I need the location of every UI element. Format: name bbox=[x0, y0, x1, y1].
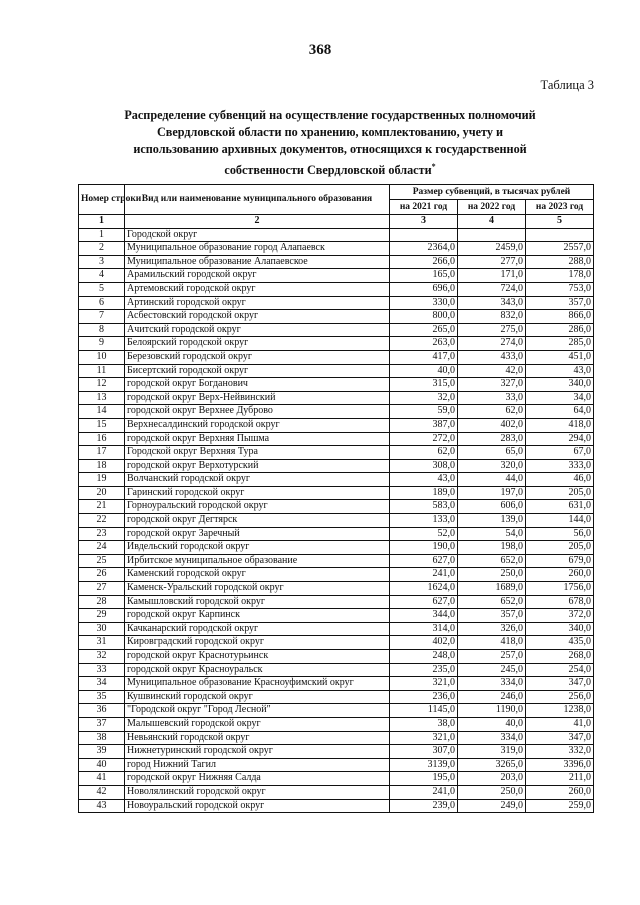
amount-2021-cell: 1624,0 bbox=[390, 582, 458, 596]
amount-2023-cell: 679,0 bbox=[526, 554, 594, 568]
amount-2022-cell: 250,0 bbox=[458, 785, 526, 799]
header-municipality-name: Вид или наименование муниципального образования bbox=[125, 185, 390, 215]
amount-2023-cell: 333,0 bbox=[526, 459, 594, 473]
municipality-name-cell: Муниципальное образование город Алапаевск bbox=[125, 242, 390, 256]
amount-2021-cell: 2364,0 bbox=[390, 242, 458, 256]
row-number-cell: 4 bbox=[79, 269, 125, 283]
table-row bbox=[79, 717, 594, 731]
amount-2022-cell: 606,0 bbox=[458, 500, 526, 514]
table-body bbox=[79, 228, 594, 813]
row-number-cell: 43 bbox=[79, 799, 125, 813]
amount-2022-cell: 418,0 bbox=[458, 636, 526, 650]
municipality-name-cell: городской округ Краснотурьинск bbox=[125, 650, 390, 664]
municipality-name-cell: Арамильский городской округ bbox=[125, 269, 390, 283]
document-title bbox=[120, 107, 540, 179]
municipality-name-cell: Ивдельский городской округ bbox=[125, 541, 390, 555]
amount-2023-cell: 46,0 bbox=[526, 473, 594, 487]
amount-2022-cell: 33,0 bbox=[458, 391, 526, 405]
title-footnote-mark: * bbox=[431, 162, 436, 171]
row-number-cell: 36 bbox=[79, 704, 125, 718]
amount-2021-cell: 696,0 bbox=[390, 282, 458, 296]
table-row bbox=[79, 364, 594, 378]
amount-2022-cell: 724,0 bbox=[458, 282, 526, 296]
amount-2023-cell: 56,0 bbox=[526, 527, 594, 541]
header-year-2021: на 2021 год bbox=[390, 200, 458, 215]
page-number: 368 bbox=[308, 42, 332, 58]
municipality-name-cell: городской округ Верх-Нейвинский bbox=[125, 391, 390, 405]
table-row bbox=[79, 663, 594, 677]
table-row bbox=[79, 323, 594, 337]
amount-2022-cell: 652,0 bbox=[458, 554, 526, 568]
municipality-name-cell: городской округ Карпинск bbox=[125, 609, 390, 623]
amount-2021-cell: 800,0 bbox=[390, 310, 458, 324]
amount-2022-cell: 42,0 bbox=[458, 364, 526, 378]
municipality-name-cell: Новолялинский городской округ bbox=[125, 785, 390, 799]
row-number-cell: 14 bbox=[79, 405, 125, 419]
table-row bbox=[79, 731, 594, 745]
amount-2023-cell: 678,0 bbox=[526, 595, 594, 609]
amount-2022-cell: 1689,0 bbox=[458, 582, 526, 596]
amount-2023-cell: 294,0 bbox=[526, 432, 594, 446]
header-row-number: Номер строки bbox=[79, 185, 125, 215]
municipality-name-cell: городской округ Нижняя Салда bbox=[125, 772, 390, 786]
amount-2022-cell: 277,0 bbox=[458, 255, 526, 269]
municipality-name-cell: городской округ Верхотурский bbox=[125, 459, 390, 473]
amount-2023-cell: 1238,0 bbox=[526, 704, 594, 718]
amount-2021-cell: 321,0 bbox=[390, 731, 458, 745]
municipality-name-cell: городской округ Богданович bbox=[125, 378, 390, 392]
amount-2023-cell: 254,0 bbox=[526, 663, 594, 677]
table-row bbox=[79, 486, 594, 500]
amount-2022-cell: 203,0 bbox=[458, 772, 526, 786]
row-number-cell: 31 bbox=[79, 636, 125, 650]
table-label: Таблица 3 bbox=[540, 78, 594, 92]
amount-2023-cell: 347,0 bbox=[526, 731, 594, 745]
table-row bbox=[79, 405, 594, 419]
amount-2022-cell: 327,0 bbox=[458, 378, 526, 392]
amount-2023-cell: 332,0 bbox=[526, 745, 594, 759]
municipality-name-cell: Муниципальное образование Красноуфимский округ bbox=[125, 677, 390, 691]
municipality-name-cell: Асбестовский городской округ bbox=[125, 310, 390, 324]
amount-2022-cell: 249,0 bbox=[458, 799, 526, 813]
row-number-cell: 25 bbox=[79, 554, 125, 568]
row-number-cell: 1 bbox=[79, 228, 125, 242]
table-row bbox=[79, 541, 594, 555]
municipality-name-cell: Качканарский городской округ bbox=[125, 622, 390, 636]
row-number-cell: 40 bbox=[79, 758, 125, 772]
amount-2023-cell: 347,0 bbox=[526, 677, 594, 691]
table-row bbox=[79, 785, 594, 799]
municipality-name-cell: Муниципальное образование Алапаевское bbox=[125, 255, 390, 269]
table-row bbox=[79, 704, 594, 718]
amount-2023-cell: 866,0 bbox=[526, 310, 594, 324]
municipality-name-cell: Камышловский городской округ bbox=[125, 595, 390, 609]
amount-2022-cell: 139,0 bbox=[458, 514, 526, 528]
municipality-name-cell: Бисертский городской округ bbox=[125, 364, 390, 378]
amount-2022-cell: 2459,0 bbox=[458, 242, 526, 256]
municipality-name-cell: Новоуральский городской округ bbox=[125, 799, 390, 813]
amount-2021-cell: 43,0 bbox=[390, 473, 458, 487]
amount-2023-cell: 43,0 bbox=[526, 364, 594, 378]
amount-2021-cell: 239,0 bbox=[390, 799, 458, 813]
municipality-name-cell: городской округ Заречный bbox=[125, 527, 390, 541]
row-number-cell: 16 bbox=[79, 432, 125, 446]
amount-2022-cell: 319,0 bbox=[458, 745, 526, 759]
row-number-cell: 17 bbox=[79, 446, 125, 460]
amount-2023-cell: 1756,0 bbox=[526, 582, 594, 596]
amount-2022-cell: 283,0 bbox=[458, 432, 526, 446]
amount-2021-cell: 321,0 bbox=[390, 677, 458, 691]
amount-2022-cell: 274,0 bbox=[458, 337, 526, 351]
title-text: Распределение субвенций на осуществление государственных полномочий Свердловской области по хранению, комплектованию, учету и использованию архивных документов, относящихся к государственной собственности Свердловской области bbox=[124, 108, 536, 178]
amount-2022-cell: 198,0 bbox=[458, 541, 526, 555]
amount-2022-cell: 245,0 bbox=[458, 663, 526, 677]
table-row bbox=[79, 554, 594, 568]
row-number-cell: 23 bbox=[79, 527, 125, 541]
amount-2021-cell: 236,0 bbox=[390, 690, 458, 704]
amount-2021-cell: 241,0 bbox=[390, 568, 458, 582]
table-row bbox=[79, 310, 594, 324]
table-row bbox=[79, 378, 594, 392]
amount-2022-cell: 433,0 bbox=[458, 350, 526, 364]
municipality-name-cell: "Городской округ "Город Лесной" bbox=[125, 704, 390, 718]
amount-2022-cell: 652,0 bbox=[458, 595, 526, 609]
amount-2022-cell: 357,0 bbox=[458, 609, 526, 623]
amount-2023-cell: 340,0 bbox=[526, 378, 594, 392]
amount-2022-cell: 1190,0 bbox=[458, 704, 526, 718]
amount-2021-cell: 133,0 bbox=[390, 514, 458, 528]
amount-2021-cell: 266,0 bbox=[390, 255, 458, 269]
table-row bbox=[79, 500, 594, 514]
table-row bbox=[79, 609, 594, 623]
row-number-cell: 37 bbox=[79, 717, 125, 731]
amount-2023-cell: 205,0 bbox=[526, 541, 594, 555]
amount-2022-cell: 250,0 bbox=[458, 568, 526, 582]
amount-2023-cell: 178,0 bbox=[526, 269, 594, 283]
amount-2023-cell: 211,0 bbox=[526, 772, 594, 786]
amount-2021-cell: 308,0 bbox=[390, 459, 458, 473]
row-number-cell: 35 bbox=[79, 690, 125, 704]
amount-2022-cell: 343,0 bbox=[458, 296, 526, 310]
amount-2023-cell: 260,0 bbox=[526, 568, 594, 582]
municipality-name-cell: Артемовский городской округ bbox=[125, 282, 390, 296]
amount-2021-cell: 272,0 bbox=[390, 432, 458, 446]
row-number-cell: 11 bbox=[79, 364, 125, 378]
column-index: 2 bbox=[125, 215, 390, 229]
amount-2023-cell: 41,0 bbox=[526, 717, 594, 731]
municipality-name-cell: Каменский городской округ bbox=[125, 568, 390, 582]
amount-2022-cell bbox=[458, 228, 526, 242]
amount-2021-cell: 235,0 bbox=[390, 663, 458, 677]
column-index: 1 bbox=[79, 215, 125, 229]
table-row bbox=[79, 473, 594, 487]
amount-2021-cell: 387,0 bbox=[390, 418, 458, 432]
row-number-cell: 30 bbox=[79, 622, 125, 636]
table-row bbox=[79, 269, 594, 283]
table-row bbox=[79, 745, 594, 759]
table-row bbox=[79, 446, 594, 460]
municipality-name-cell: Нижнетуринский городской округ bbox=[125, 745, 390, 759]
table-row bbox=[79, 582, 594, 596]
row-number-cell: 18 bbox=[79, 459, 125, 473]
row-number-cell: 29 bbox=[79, 609, 125, 623]
amount-2023-cell: 435,0 bbox=[526, 636, 594, 650]
amount-2021-cell: 627,0 bbox=[390, 595, 458, 609]
header-year-2023: на 2023 год bbox=[526, 200, 594, 215]
table-row bbox=[79, 568, 594, 582]
header-subsidy-amount: Размер субвенций, в тысячах рублей bbox=[390, 185, 594, 200]
amount-2023-cell: 753,0 bbox=[526, 282, 594, 296]
row-number-cell: 13 bbox=[79, 391, 125, 405]
table-row bbox=[79, 690, 594, 704]
amount-2023-cell: 2557,0 bbox=[526, 242, 594, 256]
municipality-name-cell: Горноуральский городской округ bbox=[125, 500, 390, 514]
amount-2021-cell: 344,0 bbox=[390, 609, 458, 623]
row-number-cell: 6 bbox=[79, 296, 125, 310]
table-row bbox=[79, 527, 594, 541]
amount-2023-cell: 285,0 bbox=[526, 337, 594, 351]
amount-2021-cell: 417,0 bbox=[390, 350, 458, 364]
row-number-cell: 28 bbox=[79, 595, 125, 609]
amount-2022-cell: 326,0 bbox=[458, 622, 526, 636]
amount-2021-cell: 195,0 bbox=[390, 772, 458, 786]
amount-2022-cell: 44,0 bbox=[458, 473, 526, 487]
table-row bbox=[79, 595, 594, 609]
municipality-name-cell: Городской округ bbox=[125, 228, 390, 242]
amount-2021-cell: 307,0 bbox=[390, 745, 458, 759]
table-column-index-row bbox=[79, 215, 594, 229]
amount-2021-cell: 241,0 bbox=[390, 785, 458, 799]
amount-2022-cell: 3265,0 bbox=[458, 758, 526, 772]
amount-2021-cell: 627,0 bbox=[390, 554, 458, 568]
municipality-name-cell: городской округ Красноуральск bbox=[125, 663, 390, 677]
amount-2021-cell: 330,0 bbox=[390, 296, 458, 310]
municipality-name-cell: городской округ Верхняя Пышма bbox=[125, 432, 390, 446]
amount-2021-cell: 59,0 bbox=[390, 405, 458, 419]
table-row bbox=[79, 432, 594, 446]
amount-2023-cell: 286,0 bbox=[526, 323, 594, 337]
amount-2021-cell: 315,0 bbox=[390, 378, 458, 392]
row-number-cell: 39 bbox=[79, 745, 125, 759]
amount-2021-cell: 263,0 bbox=[390, 337, 458, 351]
amount-2022-cell: 275,0 bbox=[458, 323, 526, 337]
table-row bbox=[79, 337, 594, 351]
row-number-cell: 32 bbox=[79, 650, 125, 664]
amount-2021-cell: 40,0 bbox=[390, 364, 458, 378]
table-row bbox=[79, 282, 594, 296]
table-row bbox=[79, 391, 594, 405]
amount-2021-cell: 583,0 bbox=[390, 500, 458, 514]
table-row bbox=[79, 772, 594, 786]
column-index: 4 bbox=[458, 215, 526, 229]
row-number-cell: 19 bbox=[79, 473, 125, 487]
table-row bbox=[79, 622, 594, 636]
table-row bbox=[79, 459, 594, 473]
amount-2023-cell: 268,0 bbox=[526, 650, 594, 664]
table-row bbox=[79, 636, 594, 650]
amount-2023-cell: 418,0 bbox=[526, 418, 594, 432]
municipality-name-cell: Невьянский городской округ bbox=[125, 731, 390, 745]
amount-2022-cell: 54,0 bbox=[458, 527, 526, 541]
municipality-name-cell: Артинский городской округ bbox=[125, 296, 390, 310]
table-row bbox=[79, 650, 594, 664]
amount-2022-cell: 257,0 bbox=[458, 650, 526, 664]
amount-2021-cell: 3139,0 bbox=[390, 758, 458, 772]
amount-2022-cell: 832,0 bbox=[458, 310, 526, 324]
amount-2021-cell: 402,0 bbox=[390, 636, 458, 650]
municipality-name-cell: Кушвинский городской округ bbox=[125, 690, 390, 704]
table-row bbox=[79, 418, 594, 432]
municipality-name-cell: Белоярский городской округ bbox=[125, 337, 390, 351]
amount-2021-cell: 38,0 bbox=[390, 717, 458, 731]
amount-2022-cell: 40,0 bbox=[458, 717, 526, 731]
amount-2021-cell: 32,0 bbox=[390, 391, 458, 405]
table-row bbox=[79, 350, 594, 364]
amount-2021-cell: 62,0 bbox=[390, 446, 458, 460]
table-row bbox=[79, 242, 594, 256]
amount-2023-cell bbox=[526, 228, 594, 242]
column-index: 5 bbox=[526, 215, 594, 229]
municipality-name-cell: Ирбитское муниципальное образование bbox=[125, 554, 390, 568]
municipality-name-cell: Верхнесалдинский городской округ bbox=[125, 418, 390, 432]
row-number-cell: 5 bbox=[79, 282, 125, 296]
table-row bbox=[79, 228, 594, 242]
municipality-name-cell: Городской округ Верхняя Тура bbox=[125, 446, 390, 460]
table-row bbox=[79, 677, 594, 691]
amount-2023-cell: 631,0 bbox=[526, 500, 594, 514]
row-number-cell: 41 bbox=[79, 772, 125, 786]
amount-2023-cell: 3396,0 bbox=[526, 758, 594, 772]
municipality-name-cell: городской округ Дегтярск bbox=[125, 514, 390, 528]
amount-2021-cell: 314,0 bbox=[390, 622, 458, 636]
municipality-name-cell: Волчанский городской округ bbox=[125, 473, 390, 487]
amount-2023-cell: 205,0 bbox=[526, 486, 594, 500]
amount-2023-cell: 451,0 bbox=[526, 350, 594, 364]
amount-2023-cell: 259,0 bbox=[526, 799, 594, 813]
row-number-cell: 9 bbox=[79, 337, 125, 351]
row-number-cell: 22 bbox=[79, 514, 125, 528]
municipality-name-cell: Березовский городской округ bbox=[125, 350, 390, 364]
municipality-name-cell: Ачитский городской округ bbox=[125, 323, 390, 337]
municipality-name-cell: Малышевский городской округ bbox=[125, 717, 390, 731]
amount-2021-cell bbox=[390, 228, 458, 242]
row-number-cell: 34 bbox=[79, 677, 125, 691]
amount-2021-cell: 189,0 bbox=[390, 486, 458, 500]
amount-2023-cell: 288,0 bbox=[526, 255, 594, 269]
subsidy-table bbox=[78, 184, 594, 813]
amount-2023-cell: 372,0 bbox=[526, 609, 594, 623]
amount-2021-cell: 190,0 bbox=[390, 541, 458, 555]
amount-2022-cell: 334,0 bbox=[458, 731, 526, 745]
amount-2021-cell: 265,0 bbox=[390, 323, 458, 337]
table-row bbox=[79, 514, 594, 528]
amount-2021-cell: 165,0 bbox=[390, 269, 458, 283]
amount-2021-cell: 248,0 bbox=[390, 650, 458, 664]
column-index: 3 bbox=[390, 215, 458, 229]
amount-2022-cell: 334,0 bbox=[458, 677, 526, 691]
table-row bbox=[79, 799, 594, 813]
row-number-cell: 20 bbox=[79, 486, 125, 500]
row-number-cell: 24 bbox=[79, 541, 125, 555]
row-number-cell: 12 bbox=[79, 378, 125, 392]
row-number-cell: 27 bbox=[79, 582, 125, 596]
municipality-name-cell: городской округ Верхнее Дуброво bbox=[125, 405, 390, 419]
amount-2022-cell: 65,0 bbox=[458, 446, 526, 460]
row-number-cell: 2 bbox=[79, 242, 125, 256]
amount-2023-cell: 357,0 bbox=[526, 296, 594, 310]
row-number-cell: 26 bbox=[79, 568, 125, 582]
row-number-cell: 42 bbox=[79, 785, 125, 799]
row-number-cell: 38 bbox=[79, 731, 125, 745]
amount-2023-cell: 144,0 bbox=[526, 514, 594, 528]
amount-2023-cell: 34,0 bbox=[526, 391, 594, 405]
header-year-2022: на 2022 год bbox=[458, 200, 526, 215]
amount-2023-cell: 256,0 bbox=[526, 690, 594, 704]
row-number-cell: 3 bbox=[79, 255, 125, 269]
amount-2022-cell: 320,0 bbox=[458, 459, 526, 473]
row-number-cell: 33 bbox=[79, 663, 125, 677]
amount-2023-cell: 64,0 bbox=[526, 405, 594, 419]
row-number-cell: 8 bbox=[79, 323, 125, 337]
amount-2022-cell: 171,0 bbox=[458, 269, 526, 283]
row-number-cell: 15 bbox=[79, 418, 125, 432]
municipality-name-cell: Кировградский городской округ bbox=[125, 636, 390, 650]
amount-2022-cell: 197,0 bbox=[458, 486, 526, 500]
amount-2023-cell: 260,0 bbox=[526, 785, 594, 799]
row-number-cell: 10 bbox=[79, 350, 125, 364]
municipality-name-cell: Каменск-Уральский городской округ bbox=[125, 582, 390, 596]
amount-2023-cell: 340,0 bbox=[526, 622, 594, 636]
table-row bbox=[79, 296, 594, 310]
table-row bbox=[79, 255, 594, 269]
amount-2022-cell: 62,0 bbox=[458, 405, 526, 419]
amount-2021-cell: 1145,0 bbox=[390, 704, 458, 718]
amount-2022-cell: 402,0 bbox=[458, 418, 526, 432]
row-number-cell: 7 bbox=[79, 310, 125, 324]
table-header-row bbox=[79, 185, 594, 200]
amount-2023-cell: 67,0 bbox=[526, 446, 594, 460]
municipality-name-cell: Гаринский городской округ bbox=[125, 486, 390, 500]
row-number-cell: 21 bbox=[79, 500, 125, 514]
amount-2021-cell: 52,0 bbox=[390, 527, 458, 541]
table-row bbox=[79, 758, 594, 772]
amount-2022-cell: 246,0 bbox=[458, 690, 526, 704]
municipality-name-cell: город Нижний Тагил bbox=[125, 758, 390, 772]
